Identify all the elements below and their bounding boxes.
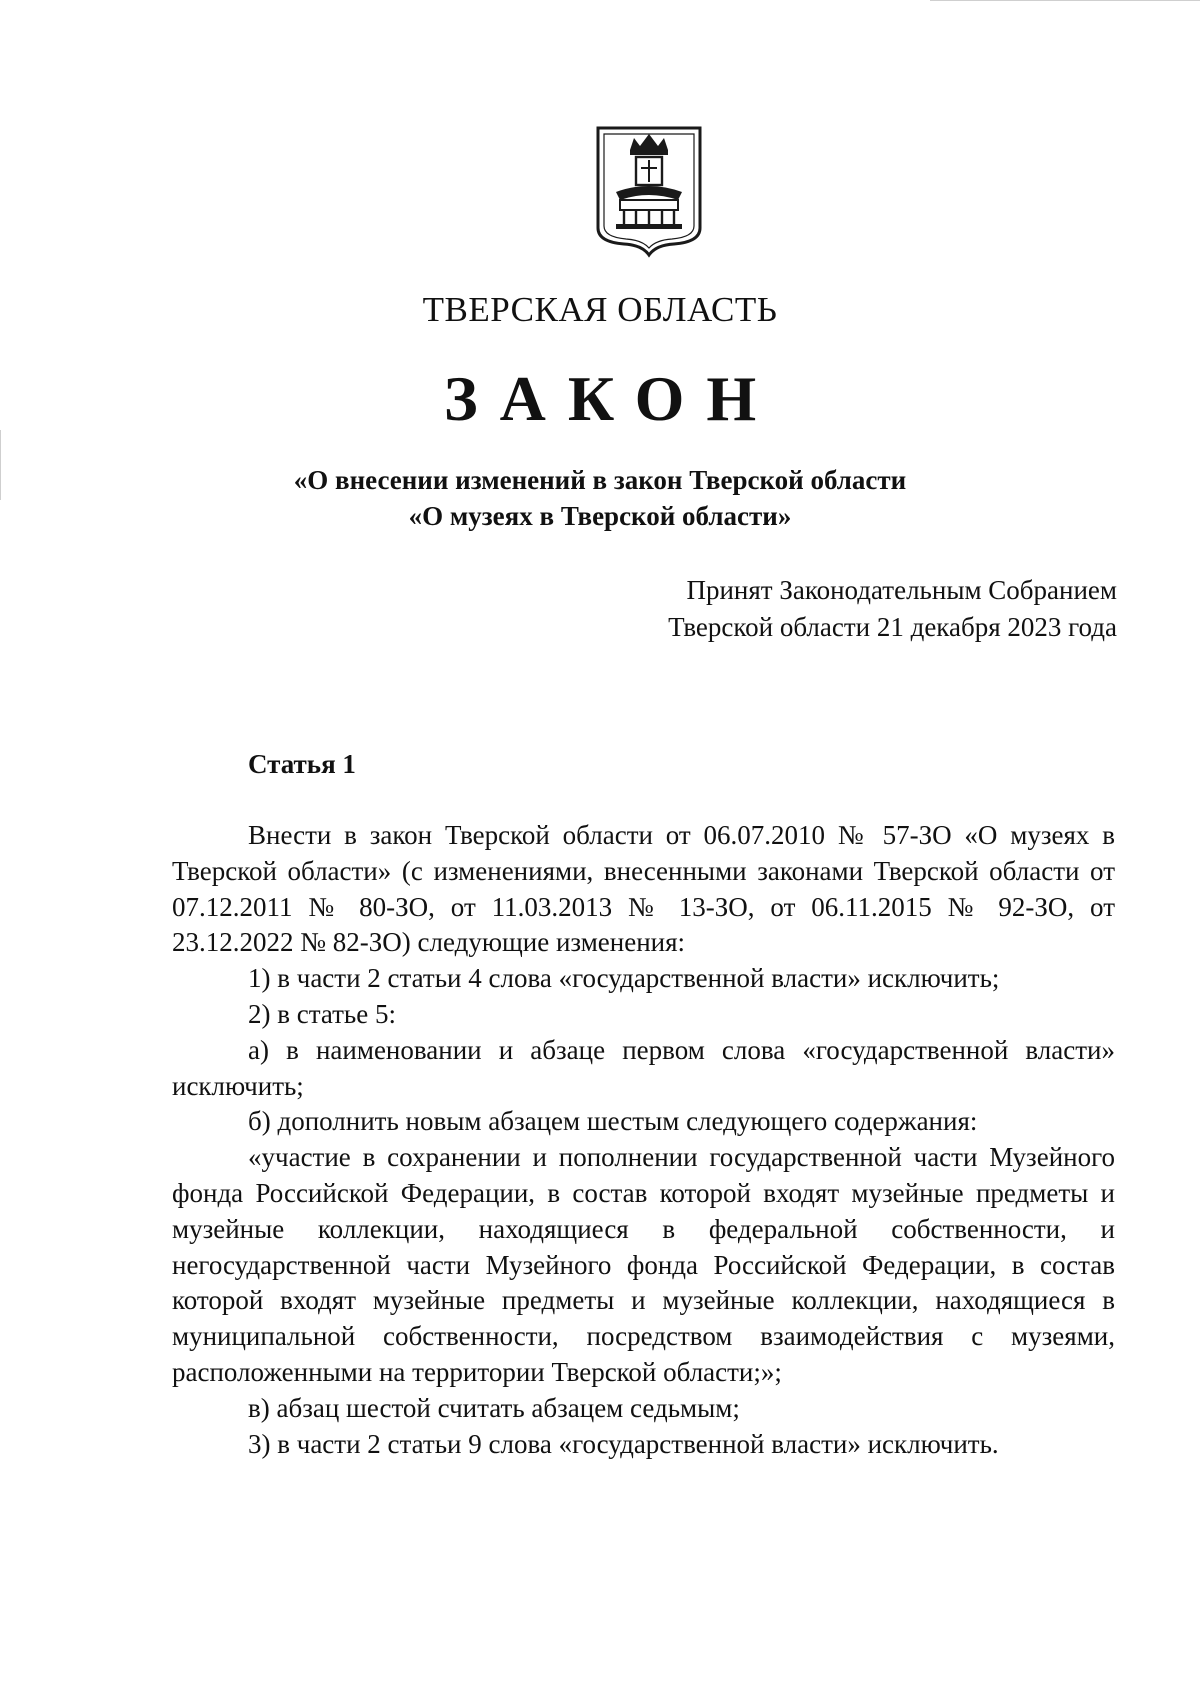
article-paragraph: б) дополнить новым абзацем шестым следующего содержания: [248,1106,978,1137]
region-title: ТВЕРСКАЯ ОБЛАСТЬ [422,290,778,329]
law-title: ЗАКОН [443,363,779,434]
article-paragraph: 3) в части 2 статьи 9 слова «государственной власти» исключить. [248,1428,999,1459]
article-paragraph: 2) в статье 5: [248,998,396,1029]
adoption-note-line: Тверской области 21 декабря 2023 года [668,612,1117,642]
law-subtitle-line: «О внесении изменений в закон Тверской области [293,465,907,495]
article-paragraph: Внести в закон Тверской области от 06.07.2010 № 57-ЗО «О музеях в Тверской области» (с изменениями, внесенными законами Тверской области от 07.12.2011 № 80-ЗО, от 11.03.2013 № 13-ЗО, от 06.11.2015 № 92-ЗО, от 23.12.2022 № 82-ЗО) следующие изменения: [172,820,1115,958]
article-heading: Статья 1 [248,749,356,779]
article-body [172,818,1115,1462]
article-paragraph: 1) в части 2 статьи 4 слова «государственной власти» исключить; [248,963,1000,994]
adoption-note [560,572,1117,646]
article-paragraph: «участие в сохранении и пополнении государственной части Музейного фонда Российской Федерации, в состав которой входят музейные предметы и музейные коллекции, находящиеся в федеральной собственности, и негосударственной части Музейного фонда Российской Федерации, в состав которой входят музейные предметы и музейные коллекции, находящиеся в муниципальной собственности, посредством взаимодействия с музеями, расположенными на территории Тверской области;»; [172,1142,1115,1387]
adoption-note-line: Принят Законодательным Собранием [686,575,1117,605]
scan-artifact [930,0,1200,1]
article-paragraph: в) абзац шестой считать абзацем седьмым; [248,1392,740,1423]
tver-coat-of-arms-icon [594,124,704,258]
law-subtitle-line: «О музеях в Тверской области» [408,501,792,531]
article-paragraph: а) в наименовании и абзаце первом слова «государственной власти» исключить; [172,1034,1115,1101]
law-subtitle [0,462,1200,534]
